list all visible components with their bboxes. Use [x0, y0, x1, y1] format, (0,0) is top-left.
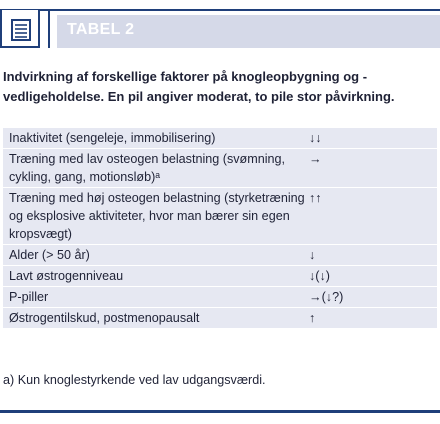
- factor-cell: Østrogentilskud, postmenopausalt: [9, 311, 200, 325]
- table-row: [3, 265, 437, 286]
- effect-cell: →: [309, 152, 322, 166]
- effect-cell: ↓(↓): [309, 269, 330, 283]
- header-divider: [48, 10, 50, 48]
- table-row: [3, 148, 437, 187]
- table-title-bar: [57, 15, 440, 48]
- document-icon: [3, 11, 39, 47]
- top-rule: [0, 9, 440, 11]
- table-footnote: a) Kun knoglestyrkende ved lav udgangsværdi.: [3, 373, 266, 387]
- factor-cell: Træning med lav osteogen belastning (svømning, cykling, gang, motionsløb)ᵃ: [9, 152, 286, 184]
- table-caption: Indvirkning af forskellige faktorer på knogleopbygning og -vedligeholdelse. En pil angiver moderat, to pile stor påvirkning.: [3, 69, 395, 104]
- table-header-box: [0, 10, 40, 48]
- effect-cell: ↓↓: [309, 131, 322, 145]
- factor-cell: P-piller: [9, 290, 49, 304]
- table-row: [3, 128, 437, 148]
- table-row: [3, 307, 437, 328]
- table-row: [3, 244, 437, 265]
- bottom-rule: [0, 410, 440, 413]
- effect-cell: ↑↑: [309, 191, 322, 205]
- factor-cell: Inaktivitet (sengeleje, immobilisering): [9, 131, 216, 145]
- effect-cell: ↑: [309, 311, 316, 325]
- factor-cell: Lavt østrogenniveau: [9, 269, 124, 283]
- table-title: TABEL 2: [67, 21, 135, 38]
- table-row: [3, 187, 437, 244]
- factor-table: [3, 128, 437, 328]
- factor-cell: Træning med høj osteogen belastning (styrketræning og eksplosive aktiviteter, hvor man bærer sin egen kropsvægt): [9, 191, 305, 241]
- effect-cell: ↓: [309, 248, 316, 262]
- table-row: [3, 286, 437, 307]
- effect-cell: →(↓?): [309, 290, 344, 304]
- factor-cell: Alder (> 50 år): [9, 248, 90, 262]
